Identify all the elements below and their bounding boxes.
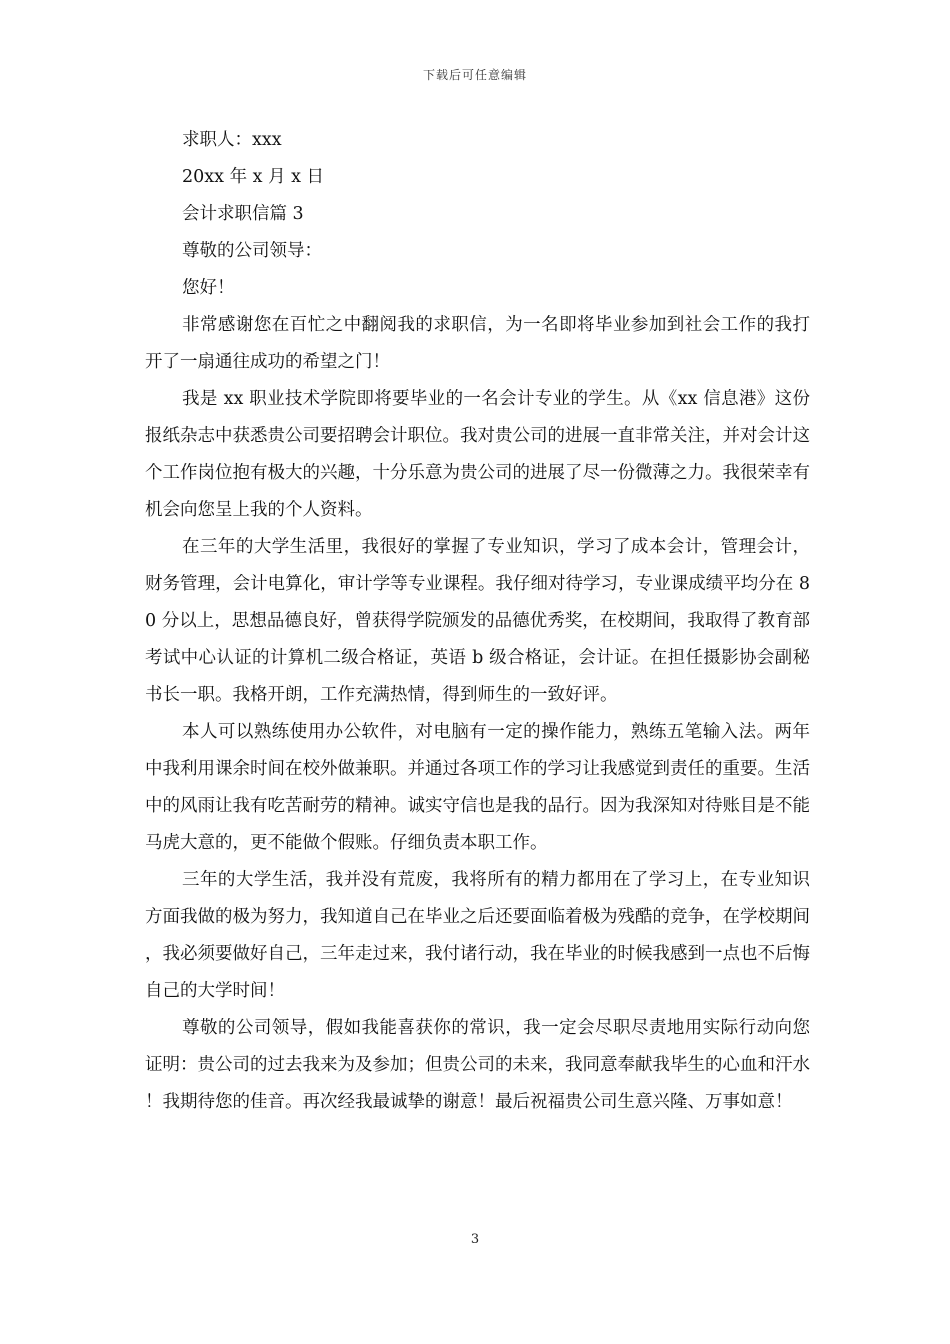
paragraph-skills: 本人可以熟练使用办公软件，对电脑有一定的操作能力，熟练五笔输入法。两年中我利用课余时间在校外做兼职。并通过各项工作的学习让我感觉到责任的重要。生活中的风雨让我有吃苦耐劳的精神。诚实守信也是我的品行。因为我深知对待账目是不能马虎大意的，更不能做个假账。仔细负责本职工作。 bbox=[145, 722, 810, 853]
paragraph-college-life: 三年的大学生活，我并没有荒废，我将所有的精力都用在了学习上，在专业知识方面我做的极为努力，我知道自己在毕业之后还要面临着极为残酷的竞争，在学校期间，我必须要做好自己，三年走过来，我付诸行动，我在毕业的时候我感到一点也不后悔自己的大学时间！ bbox=[145, 870, 810, 1001]
greeting: 您好！ bbox=[182, 278, 235, 298]
letter-title: 会计求职信篇 3 bbox=[182, 204, 304, 224]
paragraph-introduction: 我是 xx 职业技术学院即将要毕业的一名会计专业的学生。从《xx 信息港》这份报纸杂志中获悉贵公司要招聘会计职位。我对贵公司的进展一直非常关注，并对会计这个工作岗位抱有极大的兴趣，十分乐意为贵公司的进展了尽一份微薄之力。我很荣幸有机会向您呈上我的个人资料。 bbox=[145, 389, 810, 520]
paragraph-closing: 尊敬的公司领导，假如我能喜获你的常识，我一定会尽职尽责地用实际行动向您证明：贵公司的过去我来为及参加；但贵公司的未来，我同意奉献我毕生的心血和汗水！我期待您的佳音。再次经我最诚挚的谢意！最后祝福贵公司生意兴隆、万事如意！ bbox=[145, 1018, 810, 1112]
document-body bbox=[145, 122, 810, 1121]
date-line: 20xx 年 x 月 x 日 bbox=[182, 167, 325, 187]
applicant-line: 求职人：xxx bbox=[182, 130, 282, 150]
paragraph-thanks: 非常感谢您在百忙之中翻阅我的求职信，为一名即将毕业参加到社会工作的我打开了一扇通往成功的希望之门！ bbox=[145, 315, 810, 372]
header-note: 下载后可任意编辑 bbox=[422, 68, 527, 82]
page-number: 3 bbox=[470, 1232, 480, 1247]
salutation: 尊敬的公司领导： bbox=[182, 241, 322, 261]
paragraph-education: 在三年的大学生活里，我很好的掌握了专业知识，学习了成本会计，管理会计，财务管理，会计电算化，审计学等专业课程。我仔细对待学习，专业课成绩平均分在 80 分以上，思想品德良好，曾获得学院颁发的品德优秀奖，在校期间，我取得了教育部考试中心认证的计算机二级合格证，英语 b 级合格证，会计证。在担任摄影协会副秘书长一职。我格开朗，工作充满热情，得到师生的一致好评。 bbox=[145, 537, 810, 705]
